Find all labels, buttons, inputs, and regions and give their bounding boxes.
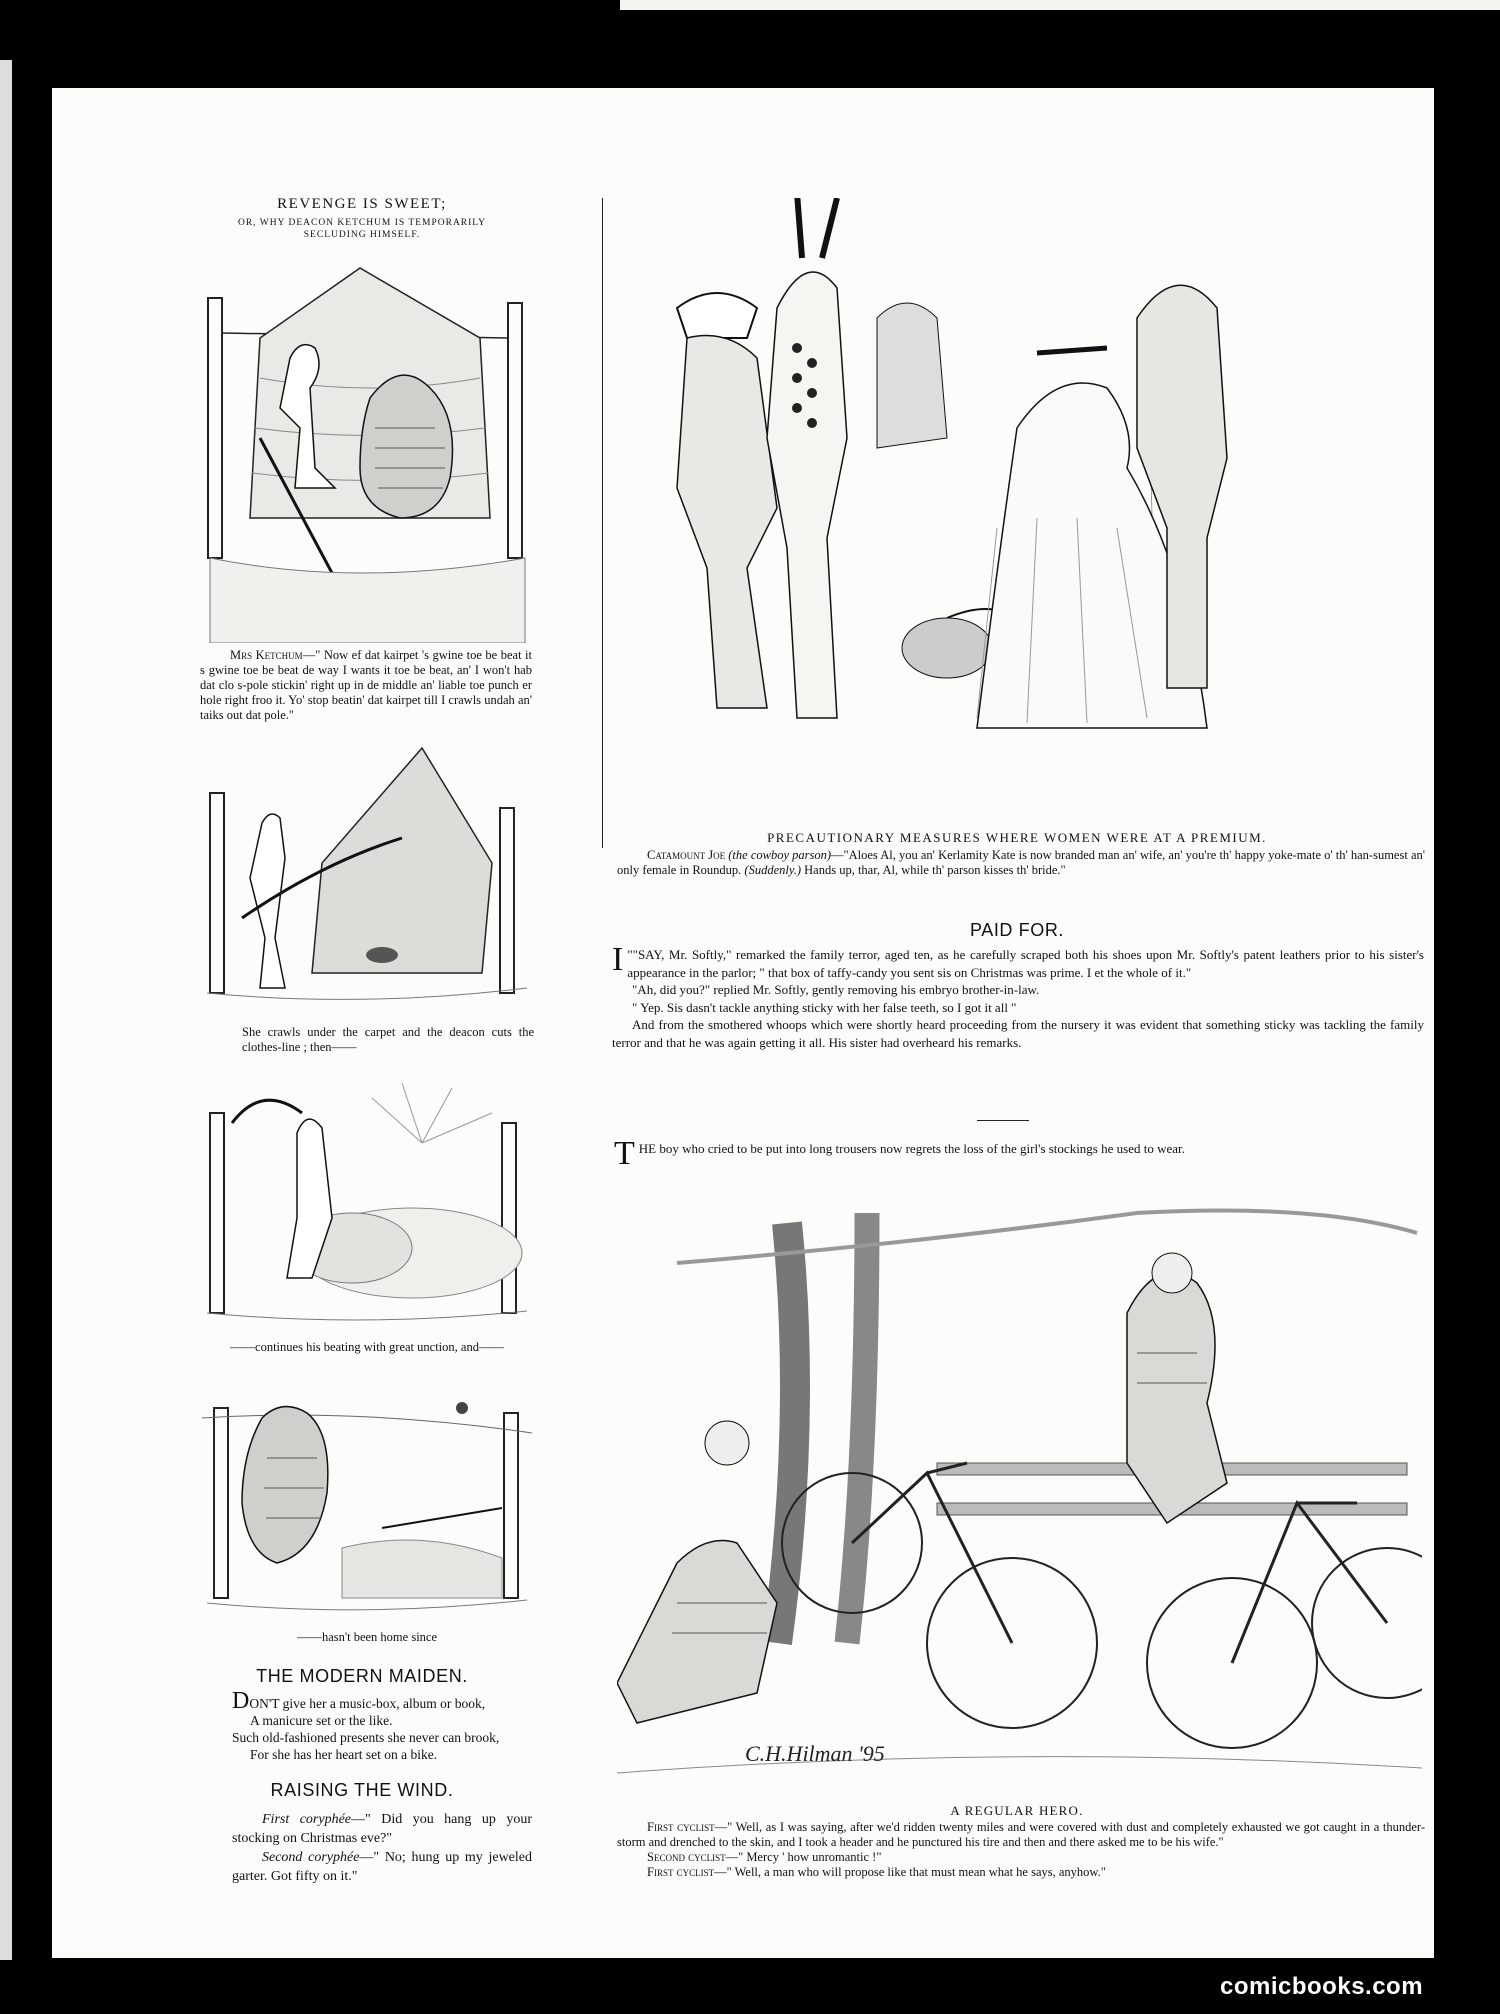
panel-carpet-2 [202, 743, 532, 1018]
paid-for-para-4: And from the smothered whoops which were shortly heard proceeding from the nursery it was evident that something sticky was tackling the family terror and that he was again getting it all. His sister had overheard his remarks. [612, 1017, 1424, 1050]
poem-line-1: ON'T give her a music-box, album or book, [249, 1696, 486, 1711]
adjacent-page-edge [620, 0, 1500, 10]
paid-for-title: PAID FOR. [969, 920, 1065, 940]
boy-note-drop-cap: T [614, 1135, 635, 1172]
precautionary-title: PRECAUTIONARY MEASURES WHERE WOMEN WERE AT A PREMIUM. [767, 830, 1267, 845]
revenge-caption-2: She crawls under the carpet and the deacon cuts the clothes-line ; then—— [242, 1025, 534, 1054]
modern-maiden-title: THE MODERN MAIDEN. [256, 1666, 468, 1686]
panel-carpet-1 [200, 258, 530, 643]
speaker-first-cyclist-again: First cyclist [647, 1865, 715, 1879]
regular-hero-title: A REGULAR HERO. [950, 1803, 1084, 1818]
speaker-second-cyclist: Second cyclist [647, 1850, 726, 1864]
paid-for-body [612, 941, 1424, 1051]
revenge-caption-3: ——continues his beating with great unction, and—— [230, 1340, 504, 1354]
raising-wind-line-1: —" Did you hang up your stocking on Christmas eve?" [232, 1812, 533, 1846]
modern-maiden-poem [232, 1688, 532, 1763]
paid-for-para-3: " Yep. Sis dasn't tackle anything sticky with her false teeth, so I got it all " [632, 999, 1017, 1015]
regular-hero-line-2: —" Mercy ' how unromantic !" [725, 1850, 882, 1864]
speaker-catamount-joe: Catamount Joe [647, 848, 726, 862]
panel-carpet-3 [202, 1073, 532, 1333]
speaker-second-coryphee: Second coryphée [262, 1850, 360, 1865]
boy-note [614, 1135, 1422, 1172]
paid-for-para-2: "Ah, did you?" replied Mr. Softly, gently removing his embryo brother-in-law. [632, 982, 1040, 997]
revenge-caption-4: ——hasn't been home since [296, 1630, 438, 1644]
raising-wind-title: RAISING THE WIND. [270, 1780, 454, 1800]
scan-top-border [0, 0, 1500, 85]
revenge-title: REVENGE IS SWEET; [277, 196, 447, 212]
illustration-cyclists [617, 1203, 1422, 1793]
precautionary-text-a: —"Aloes Al, you an' Kerlamity Kate is now branded man an' wife, an' you're th' happy yoke-mate o' th' han-sumest an' only female in Roundup. [617, 848, 1425, 877]
scan-left-edge [0, 60, 12, 1960]
poem-line-2: A manicure set or the like. [250, 1713, 393, 1728]
artist-signature: C.H.Hilman '95 [745, 1741, 885, 1766]
speaker-note: (the cowboy parson) [728, 848, 832, 862]
panel-carpet-4 [202, 1378, 532, 1623]
precautionary-caption [617, 848, 1425, 878]
revenge-subtitle-line2: SECLUDING HIMSELF. [303, 230, 421, 240]
speaker-first-coryphee: First coryphée [262, 1812, 352, 1827]
revenge-header [202, 196, 522, 241]
watermark-link[interactable]: comicbooks.com [1220, 1973, 1424, 2000]
revenge-caption-1 [200, 648, 532, 723]
caption-1-text: —" Now ef dat kairpet 's gwine toe be beat it s gwine toe be beat de way I wants it toe be beat, an' I won't hab dat clo s-pole stickin' right up in de middle an' liable toe punch er hole right froo it. Yo' stop beatin' dat kairpet till I crawls undah an' taiks out dat pole." [200, 648, 533, 722]
raising-wind-line-2: —" No; hung up my jeweled garter. Got fifty on it." [232, 1850, 532, 1884]
magazine-page [52, 88, 1434, 1958]
section-rule [977, 1120, 1029, 1121]
illustration-cowboy-wedding [617, 198, 1417, 828]
precautionary-aside: (Suddenly.) [744, 863, 802, 877]
precautionary-text-b: Hands up, thar, Al, while th' parson kisses th' bride." [804, 863, 1066, 877]
raising-wind-body [232, 1810, 532, 1886]
modern-maiden-drop-cap: D [232, 1688, 250, 1714]
column-divider [602, 198, 603, 848]
speaker-first-cyclist: First cyclist [647, 1820, 715, 1834]
regular-hero-line-3: —" Well, a man who will propose like that must mean what he says, anyhow." [714, 1865, 1106, 1879]
poem-line-3: Such old-fashioned presents she never can brook, [232, 1730, 500, 1745]
paid-for-para-1: SAY, Mr. Softly," remarked the family terror, aged ten, as he carefully scraped both his shoes upon Mr. Softly's patent leathers prior to his sister's appearance in the parlor; " that box of taffy-candy you sent sis on Christmas was prime. I et the whole of it." [627, 947, 1424, 980]
regular-hero-line-1: —" Well, as I was saying, after we'd ridden twenty miles and were covered with dust and completely exhausted we got caught in a thunder-storm and drenched to the skin, and I took a header and he punctured his tire and then and there asked me to be his wife." [617, 1820, 1426, 1849]
regular-hero-caption [617, 1820, 1425, 1880]
revenge-subtitle-line1: OR, WHY DEACON KETCHUM IS TEMPORARILY [237, 218, 487, 228]
paid-for-drop-cap: I [612, 941, 624, 978]
open-quote: "" [627, 947, 638, 962]
boy-note-text: HE boy who cried to be put into long trousers now regrets the loss of the girl's stockings he used to wear. [638, 1141, 1185, 1156]
caption-1-speaker: Mrs Ketchum [230, 648, 303, 662]
poem-line-4: For she has her heart set on a bike. [250, 1747, 438, 1762]
